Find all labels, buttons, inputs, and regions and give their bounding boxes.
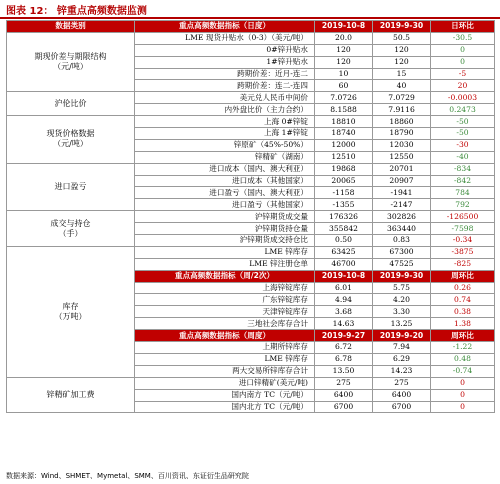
indicator-cell: 沪锌期货成交持仓比: [135, 235, 315, 247]
indicator-cell: 沪锌期货成交量: [135, 211, 315, 223]
category-cell: 进口盈亏: [7, 163, 135, 211]
value-cell-1: 20065: [315, 175, 373, 187]
value-cell-1: 18740: [315, 128, 373, 140]
value-cell-2: 363440: [373, 223, 431, 235]
indicator-cell: 沪锌期货持仓量: [135, 223, 315, 235]
table-row: [7, 116, 495, 128]
indicator-cell: 进口盈亏（其他国家）: [135, 199, 315, 211]
header-category: 数据类别: [7, 21, 135, 33]
change-cell: -0.0003: [431, 92, 495, 104]
value-cell-2: 302826: [373, 211, 431, 223]
value-cell-1: 8.1588: [315, 104, 373, 116]
category-cell: 现货价格数据 （元/吨）: [7, 116, 135, 164]
indicator-cell: 上期所锌库存: [135, 342, 315, 354]
value-cell-2: 4.20: [373, 294, 431, 306]
value-cell-2: 18860: [373, 116, 431, 128]
header-date-1: 2019-10-8: [315, 270, 373, 282]
table-row: [7, 92, 495, 104]
header-indicator: 重点高频数据指标（周度）: [135, 330, 315, 342]
value-cell-2: 47525: [373, 258, 431, 270]
value-cell-1: 10: [315, 68, 373, 80]
indicator-cell: 0#锌升贴水: [135, 44, 315, 56]
table-row: [7, 211, 495, 223]
table-row: [7, 32, 495, 44]
value-cell-1: 3.68: [315, 306, 373, 318]
header-change: 日环比: [431, 21, 495, 33]
value-cell-1: 20.0: [315, 32, 373, 44]
value-cell-1: 6700: [315, 401, 373, 413]
zinc-monitor-table: [6, 20, 495, 413]
value-cell-2: 6700: [373, 401, 431, 413]
header-date-2: 2019-9-30: [373, 270, 431, 282]
change-cell: 0.26: [431, 282, 495, 294]
indicator-cell: 上海 1#锌锭: [135, 128, 315, 140]
value-cell-2: -1941: [373, 187, 431, 199]
value-cell-1: 0.50: [315, 235, 373, 247]
indicator-cell: 广东锌锭库存: [135, 294, 315, 306]
value-cell-1: 176326: [315, 211, 373, 223]
value-cell-1: 18810: [315, 116, 373, 128]
value-cell-1: 6.78: [315, 353, 373, 365]
indicator-cell: 两大交易所锌库存合计: [135, 365, 315, 377]
value-cell-1: 6400: [315, 389, 373, 401]
change-cell: -1.22: [431, 342, 495, 354]
header-indicator: 重点高频数据指标（日度）: [135, 21, 315, 33]
value-cell-1: 60: [315, 80, 373, 92]
change-cell: 784: [431, 187, 495, 199]
indicator-cell: 上海 0#锌锭: [135, 116, 315, 128]
value-cell-2: 120: [373, 44, 431, 56]
indicator-cell: LME 锌库存: [135, 353, 315, 365]
change-cell: -40: [431, 151, 495, 163]
change-cell: 20: [431, 80, 495, 92]
value-cell-1: 4.94: [315, 294, 373, 306]
value-cell-1: 19868: [315, 163, 373, 175]
value-cell-2: 7.9116: [373, 104, 431, 116]
change-cell: -0.34: [431, 235, 495, 247]
indicator-cell: 锌原矿（45%-50%）: [135, 139, 315, 151]
header-date-2: 2019-9-30: [373, 21, 431, 33]
value-cell-1: 120: [315, 56, 373, 68]
value-cell-2: 12030: [373, 139, 431, 151]
change-cell: 0.2473: [431, 104, 495, 116]
value-cell-1: 12510: [315, 151, 373, 163]
value-cell-2: 13.25: [373, 318, 431, 330]
indicator-cell: LME 现货升贴水（0-3）（美元/吨）: [135, 32, 315, 44]
value-cell-2: 18790: [373, 128, 431, 140]
source-note: 数据来源：Wind、SHMET、Mymetal、SMM、百川资讯、东证衍生品研究院: [6, 472, 249, 480]
category-cell: 沪伦比价: [7, 92, 135, 116]
indicator-cell: 国内南方 TC（元/吨）: [135, 389, 315, 401]
indicator-cell: 进口成本（国内、澳大利亚）: [135, 163, 315, 175]
value-cell-1: 120: [315, 44, 373, 56]
change-cell: 0: [431, 56, 495, 68]
change-cell: -825: [431, 258, 495, 270]
value-cell-2: 6400: [373, 389, 431, 401]
change-cell: -50: [431, 128, 495, 140]
indicator-cell: LME 锌库存: [135, 246, 315, 258]
indicator-cell: 天津锌锭库存: [135, 306, 315, 318]
value-cell-1: 275: [315, 377, 373, 389]
table-row: [7, 246, 495, 258]
table-row: [7, 377, 495, 389]
value-cell-2: 15: [373, 68, 431, 80]
header-change: 周环比: [431, 330, 495, 342]
indicator-cell: 跨期价差：连二-连四: [135, 80, 315, 92]
indicator-cell: 跨期价差：近月-连二: [135, 68, 315, 80]
indicator-cell: LME 锌注册仓单: [135, 258, 315, 270]
title-divider: [0, 17, 500, 19]
header-row: [7, 21, 495, 33]
header-date-1: 2019-10-8: [315, 21, 373, 33]
change-cell: -0.74: [431, 365, 495, 377]
value-cell-2: 0.83: [373, 235, 431, 247]
value-cell-1: 46700: [315, 258, 373, 270]
change-cell: 0: [431, 377, 495, 389]
change-cell: -30: [431, 139, 495, 151]
header-date-2: 2019-9-20: [373, 330, 431, 342]
change-cell: -50: [431, 116, 495, 128]
figure-title: 图表 12： 锌重点高频数据监测: [6, 6, 147, 17]
indicator-cell: 进口盈亏（国内、澳大利亚）: [135, 187, 315, 199]
value-cell-1: -1355: [315, 199, 373, 211]
header-date-1: 2019-9-27: [315, 330, 373, 342]
value-cell-1: 355842: [315, 223, 373, 235]
value-cell-2: 12550: [373, 151, 431, 163]
value-cell-2: 14.23: [373, 365, 431, 377]
change-cell: -842: [431, 175, 495, 187]
change-cell: -30.5: [431, 32, 495, 44]
indicator-cell: 进口成本（其他国家）: [135, 175, 315, 187]
header-change: 周环比: [431, 270, 495, 282]
value-cell-2: 20907: [373, 175, 431, 187]
value-cell-2: 3.30: [373, 306, 431, 318]
change-cell: 0.48: [431, 353, 495, 365]
header-indicator: 重点高频数据指标（周/2次）: [135, 270, 315, 282]
indicator-cell: 三地社会库存合计: [135, 318, 315, 330]
change-cell: -5: [431, 68, 495, 80]
value-cell-1: 12000: [315, 139, 373, 151]
indicator-cell: 国内北方 TC（元/吨）: [135, 401, 315, 413]
value-cell-2: 5.75: [373, 282, 431, 294]
value-cell-1: 6.01: [315, 282, 373, 294]
value-cell-2: 67300: [373, 246, 431, 258]
category-cell: 库存 （万吨）: [7, 246, 135, 377]
change-cell: 0: [431, 44, 495, 56]
change-cell: 0: [431, 389, 495, 401]
indicator-cell: 内外盘比价（主力合约）: [135, 104, 315, 116]
value-cell-2: 40: [373, 80, 431, 92]
value-cell-2: 50.5: [373, 32, 431, 44]
change-cell: 0.74: [431, 294, 495, 306]
value-cell-1: 13.50: [315, 365, 373, 377]
value-cell-2: 7.94: [373, 342, 431, 354]
change-cell: 1.38: [431, 318, 495, 330]
indicator-cell: 锌精矿（湖南）: [135, 151, 315, 163]
change-cell: -834: [431, 163, 495, 175]
value-cell-2: 275: [373, 377, 431, 389]
value-cell-1: 14.63: [315, 318, 373, 330]
value-cell-1: 63425: [315, 246, 373, 258]
change-cell: 0.38: [431, 306, 495, 318]
category-cell: 期现价差与期限结构 （元/吨）: [7, 32, 135, 91]
indicator-cell: 上海锌锭库存: [135, 282, 315, 294]
value-cell-2: 20701: [373, 163, 431, 175]
value-cell-2: -2147: [373, 199, 431, 211]
indicator-cell: 1#锌升贴水: [135, 56, 315, 68]
value-cell-1: -1158: [315, 187, 373, 199]
change-cell: 0: [431, 401, 495, 413]
value-cell-2: 120: [373, 56, 431, 68]
value-cell-2: 7.0729: [373, 92, 431, 104]
change-cell: 792: [431, 199, 495, 211]
category-cell: 成交与持仓 （手）: [7, 211, 135, 247]
change-cell: -3875: [431, 246, 495, 258]
change-cell: -126500: [431, 211, 495, 223]
indicator-cell: 美元兑人民币中间价: [135, 92, 315, 104]
indicator-cell: 进口锌精矿(美元/吨): [135, 377, 315, 389]
change-cell: -7598: [431, 223, 495, 235]
value-cell-1: 6.72: [315, 342, 373, 354]
table-row: [7, 163, 495, 175]
value-cell-1: 7.0726: [315, 92, 373, 104]
value-cell-2: 6.29: [373, 353, 431, 365]
category-cell: 锌精矿加工费: [7, 377, 135, 413]
